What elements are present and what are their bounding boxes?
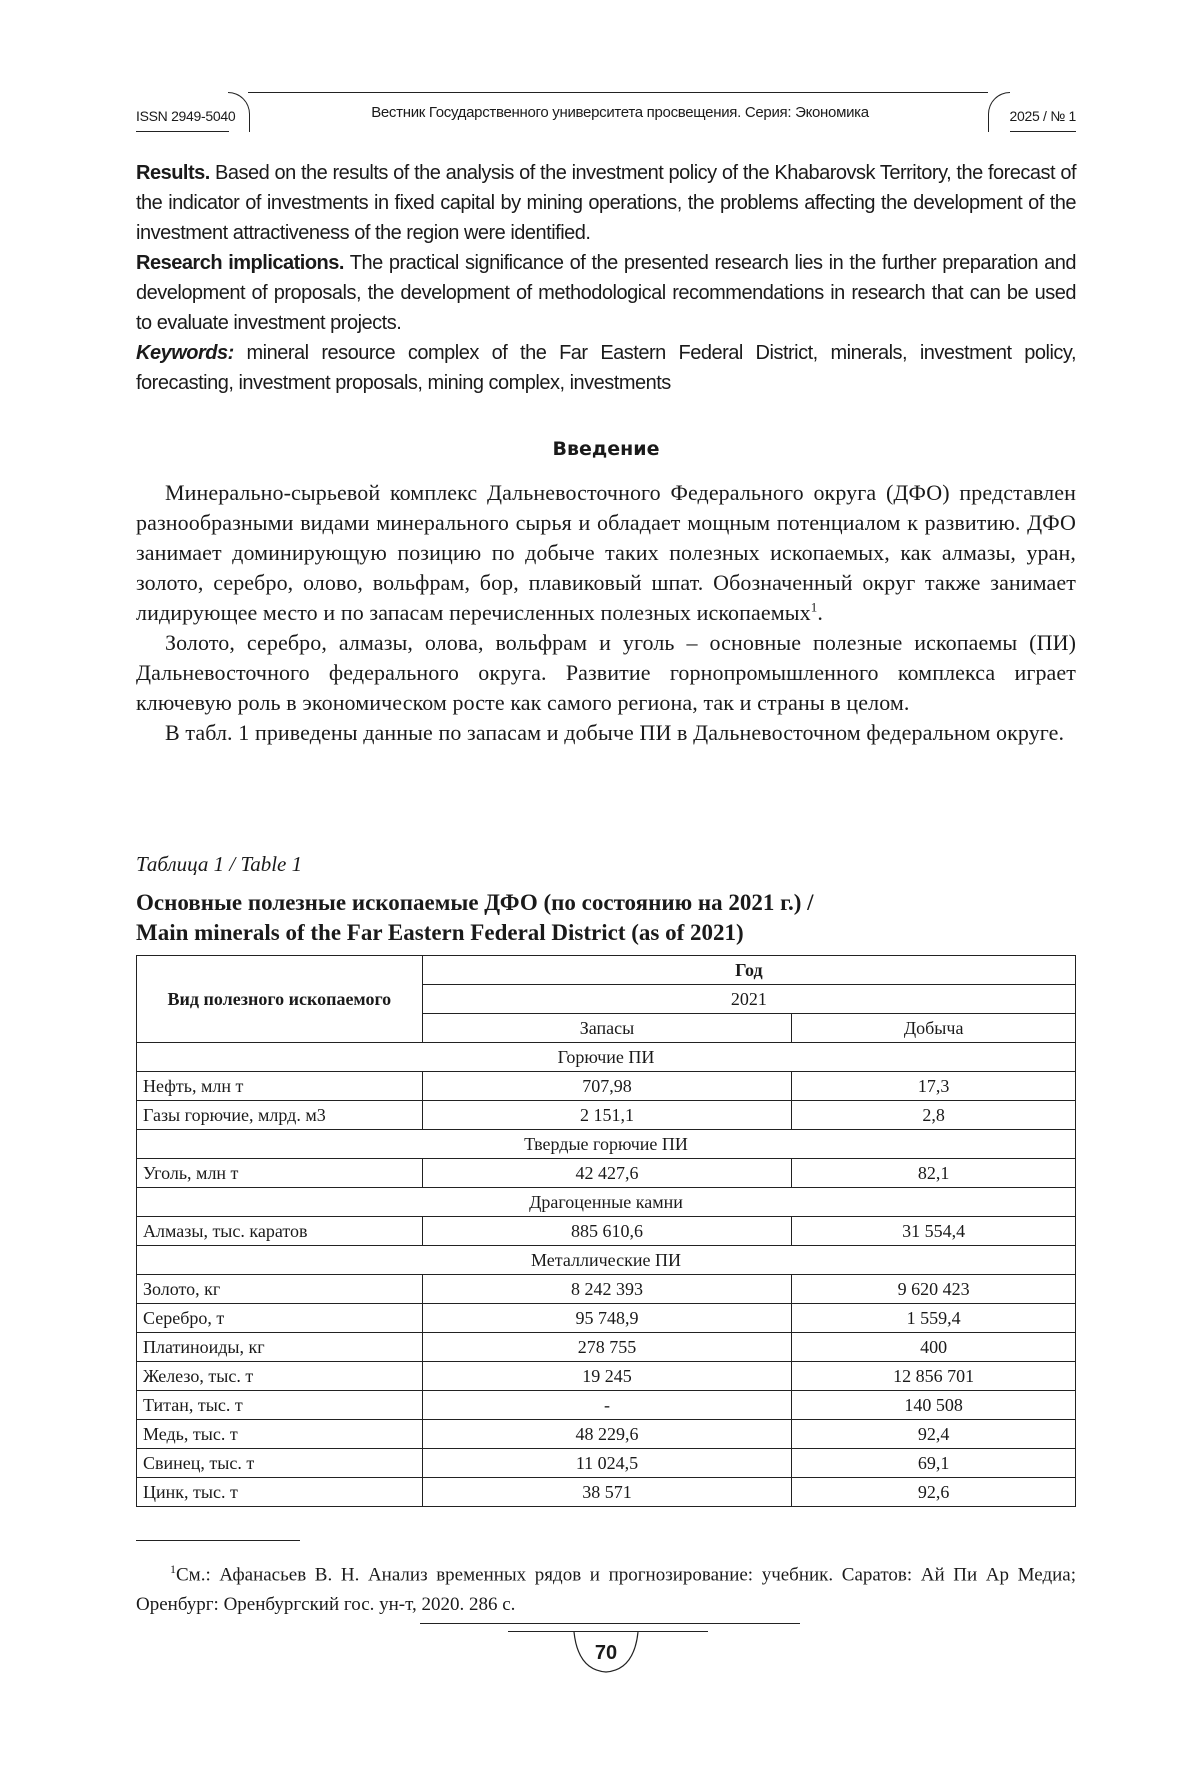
reserves-value: 885 610,6 [422,1217,792,1246]
mineral-name: Серебро, т [137,1304,423,1333]
production-value: 31 554,4 [792,1217,1076,1246]
production-value: 2,8 [792,1101,1076,1130]
reserves-value: 278 755 [422,1333,792,1362]
table-title [136,888,1076,948]
page-number-badge [570,1632,642,1676]
table-row [137,1420,1076,1449]
header-year-value: 2021 [422,985,1075,1014]
reserves-value: 11 024,5 [422,1449,792,1478]
body-text [136,478,1076,748]
production-value: 82,1 [792,1159,1076,1188]
reserves-value: 707,98 [422,1072,792,1101]
table-row [137,1304,1076,1333]
reserves-value: - [422,1391,792,1420]
mineral-name: Платиноиды, кг [137,1333,423,1362]
abstract [136,158,1076,398]
keywords-label: Keywords: [136,342,234,364]
group-row [137,1246,1076,1275]
reserves-value: 8 242 393 [422,1275,792,1304]
production-value: 92,6 [792,1478,1076,1507]
implications-text: The practical significance of the presented research lies in the further preparation and development of proposals, the development of methodological recommendations in research that can be used to evaluate investment projects. [136,252,1076,334]
mineral-name: Нефть, млн т [137,1072,423,1101]
header-curve-right [988,92,1010,132]
table-row [137,1391,1076,1420]
mineral-name: Титан, тыс. т [137,1391,423,1420]
paragraph-1 [136,478,1076,628]
mineral-name: Медь, тыс. т [137,1420,423,1449]
production-value: 92,4 [792,1420,1076,1449]
group-label: Драгоценные камни [137,1188,1076,1217]
group-label: Твердые горючие ПИ [137,1130,1076,1159]
header-rule [248,92,988,93]
reserves-value: 2 151,1 [422,1101,792,1130]
header-reserves: Запасы [422,1014,792,1043]
footnote-ref[interactable]: 1 [810,599,818,615]
paragraph-3: В табл. 1 приведены данные по запасам и добыче ПИ в Дальневосточном федеральном округе. [165,720,1065,745]
results-paragraph [136,158,1076,248]
results-text: Based on the results of the analysis of the investment policy of the Khabarovsk Territory, the forecast of the indicator of investments in fixed capital by mining operations, the problems affecting the development of the investment attractiveness of the region were identified. [136,162,1076,244]
issn: ISSN 2949-5040 [136,108,236,124]
table-title-en: Main minerals of the Far Eastern Federal District (as of 2021) [136,920,744,945]
table-row [137,1072,1076,1101]
production-value: 12 856 701 [792,1362,1076,1391]
production-value: 400 [792,1333,1076,1362]
table-row [137,1275,1076,1304]
implications-label: Research implications. [136,252,344,274]
reserves-value: 95 748,9 [422,1304,792,1333]
group-row [137,1130,1076,1159]
footnote-rule [136,1540,300,1541]
group-label: Металлические ПИ [137,1246,1076,1275]
issue-number: 2025 / № 1 [1009,108,1076,124]
table-row [137,1449,1076,1478]
table-row [137,1333,1076,1362]
paragraph-2: Золото, серебро, алмазы, олова, вольфрам и уголь – основные полезные ископаемы (ПИ) Дальневосточного федерального округа. Развитие горнопромышленного комплекса играет ключевую роль в экономическом росте как самого региона, так и страны в целом. [136,630,1076,715]
group-label: Горючие ПИ [137,1043,1076,1072]
reserves-value: 42 427,6 [422,1159,792,1188]
table-row [137,1101,1076,1130]
header-underline-right [1010,131,1076,132]
table-row [137,1159,1076,1188]
mineral-name: Золото, кг [137,1275,423,1304]
reserves-value: 19 245 [422,1362,792,1391]
production-value: 1 559,4 [792,1304,1076,1333]
section-title: Введение [552,438,660,460]
group-row [137,1188,1076,1217]
mineral-name: Железо, тыс. т [137,1362,423,1391]
footnote-text: См.: Афанасьев В. Н. Анализ временных рядов и прогнозирование: учебник. Саратов: Ай Пи Ар Медиа; Оренбург: Оренбургский гос. ун-т, 2020. 286 с. [136,1564,1076,1616]
production-value: 140 508 [792,1391,1076,1420]
paragraph-1-text: Минерально-сырьевой комплекс Дальневосточного Федерального округа (ДФО) представлен разнообразными видами минерального сырья и обладает мощным потенциалом к развитию. ДФО занимает доминирующую позицию по добыче таких полезных ископаемых, как алмазы, уран, золото, серебро, олово, вольфрам, бор, плавиковый шпат. Обозначенный округ также занимает лидирующее место и по запасам перечисленных полезных ископаемых [136,480,1076,625]
table-row [137,1217,1076,1246]
header-underline-left [136,131,229,132]
group-row [137,1043,1076,1072]
keywords-paragraph [136,338,1076,398]
mineral-name: Цинк, тыс. т [137,1478,423,1507]
page-number-rule [420,1623,800,1624]
mineral-name: Газы горючие, млрд. м3 [137,1101,423,1130]
keywords-text: mineral resource complex of the Far Eastern Federal District, minerals, investment policy, forecasting, investment proposals, mining complex, investments [136,342,1076,394]
mineral-name: Уголь, млн т [137,1159,423,1188]
footnote-mark: 1 [170,1562,176,1576]
mineral-name: Алмазы, тыс. каратов [137,1217,423,1246]
running-header [136,92,1076,134]
table-row [137,1478,1076,1507]
implications-paragraph [136,248,1076,338]
header-mineral-type: Вид полезного ископаемого [137,956,423,1043]
table-caption: Таблица 1 / Table 1 [136,852,303,876]
journal-title: Вестник Государственного университета просвещения. Серия: Экономика [371,104,869,121]
table-title-ru: Основные полезные ископаемые ДФО (по состоянию на 2021 г.) / [136,890,814,915]
page-number: 70 [594,1642,618,1664]
reserves-value: 38 571 [422,1478,792,1507]
header-year: Год [422,956,1075,985]
production-value: 69,1 [792,1449,1076,1478]
footnote [136,1554,1076,1620]
header-production: Добыча [792,1014,1076,1043]
production-value: 17,3 [792,1072,1076,1101]
mineral-name: Свинец, тыс. т [137,1449,423,1478]
reserves-value: 48 229,6 [422,1420,792,1449]
results-label: Results. [136,162,210,184]
minerals-table [136,955,1076,1507]
paragraph-1-end: . [817,600,823,625]
production-value: 9 620 423 [792,1275,1076,1304]
table-row [137,1362,1076,1391]
